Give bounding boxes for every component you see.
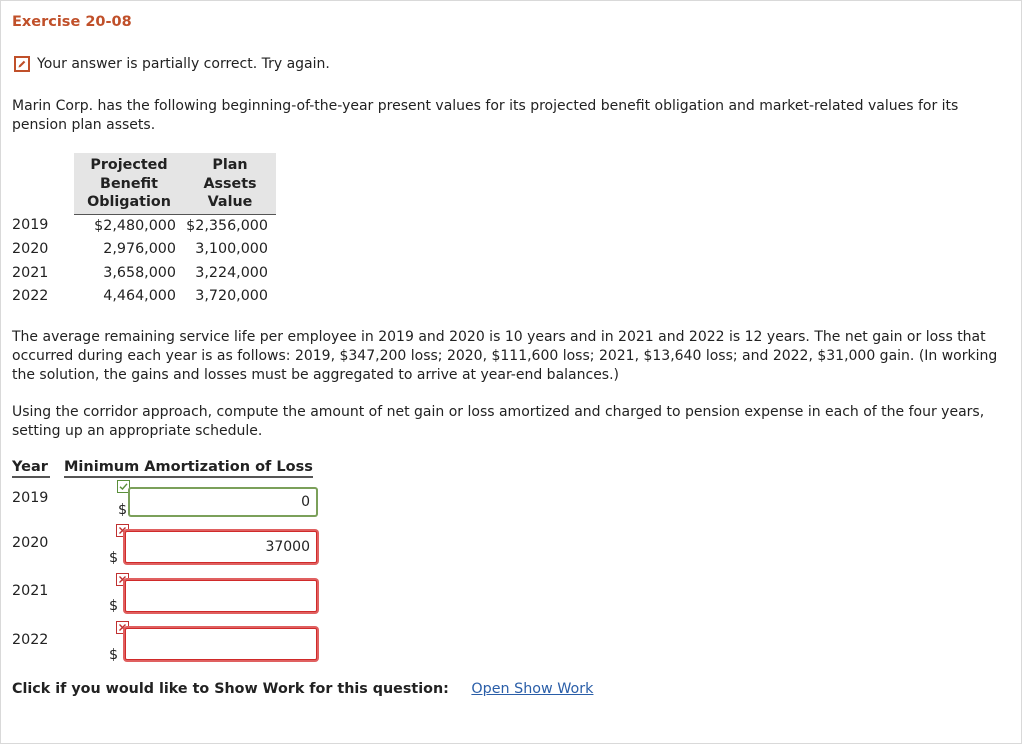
schedule-header [12, 459, 313, 478]
open-show-work-link[interactable]: Open Show Work [471, 681, 594, 697]
amortization-input-2021[interactable] [125, 580, 317, 612]
schedule-year-2021: 2021 [12, 583, 49, 599]
problem-paragraph-3: Using the corridor approach, compute the amount of net gain or loss amortized and charged to pension expense in each of the four years, setting up an appropriate schedule. [12, 404, 985, 439]
amortization-input-2019[interactable] [129, 488, 317, 516]
currency-symbol: $ [109, 550, 119, 566]
amortization-column-header: Minimum Amortization of Loss [64, 459, 313, 478]
amortization-input-2022[interactable] [125, 628, 317, 660]
status-text: Your answer is partially correct. Try again. [37, 56, 330, 72]
exercise-title: Exercise 20-08 [12, 14, 132, 30]
schedule-year-2020: 2020 [12, 535, 49, 551]
problem-intro: Marin Corp. has the following beginning-of-the-year present values for its projected benefit obligation and market-related values for its pension plan assets. [12, 98, 959, 133]
show-work-prompt: Click if you would like to Show Work for this question: [12, 681, 449, 697]
currency-symbol: $ [109, 647, 119, 663]
currency-symbol: $ [109, 598, 119, 614]
year-column-header: Year [12, 459, 50, 478]
schedule-year-2022: 2022 [12, 632, 49, 648]
schedule-year-2019: 2019 [12, 490, 49, 506]
pencil-icon [14, 56, 30, 72]
amortization-input-2020[interactable] [125, 531, 317, 563]
table-row: 2019 $2,480,000 $2,356,000 [12, 217, 268, 234]
pbo-header: Projected Benefit Obligation [74, 153, 184, 214]
table-row: 2022 4,464,000 3,720,000 [12, 288, 268, 304]
problem-paragraph-2: The average remaining service life per employee in 2019 and 2020 is 10 years and in 2021 and 2022 is 12 years. The net gain or loss that occurred during each year is as follows: 2019, $347,200 loss; 2020, $111,600 loss; 2021, $13,640 loss; and 2022, $31,000 gain. (In working the solution, the gains and losses must be aggregated to arrive at year-end balances.) [12, 329, 998, 383]
show-work-row [12, 681, 593, 697]
answer-status [14, 54, 330, 74]
values-table [12, 153, 276, 309]
currency-symbol: $ [118, 502, 128, 518]
table-row: 2021 3,658,000 3,224,000 [12, 264, 268, 281]
plan-assets-header: Plan Assets Value [184, 153, 276, 214]
table-row: 2020 2,976,000 3,100,000 [12, 241, 268, 257]
